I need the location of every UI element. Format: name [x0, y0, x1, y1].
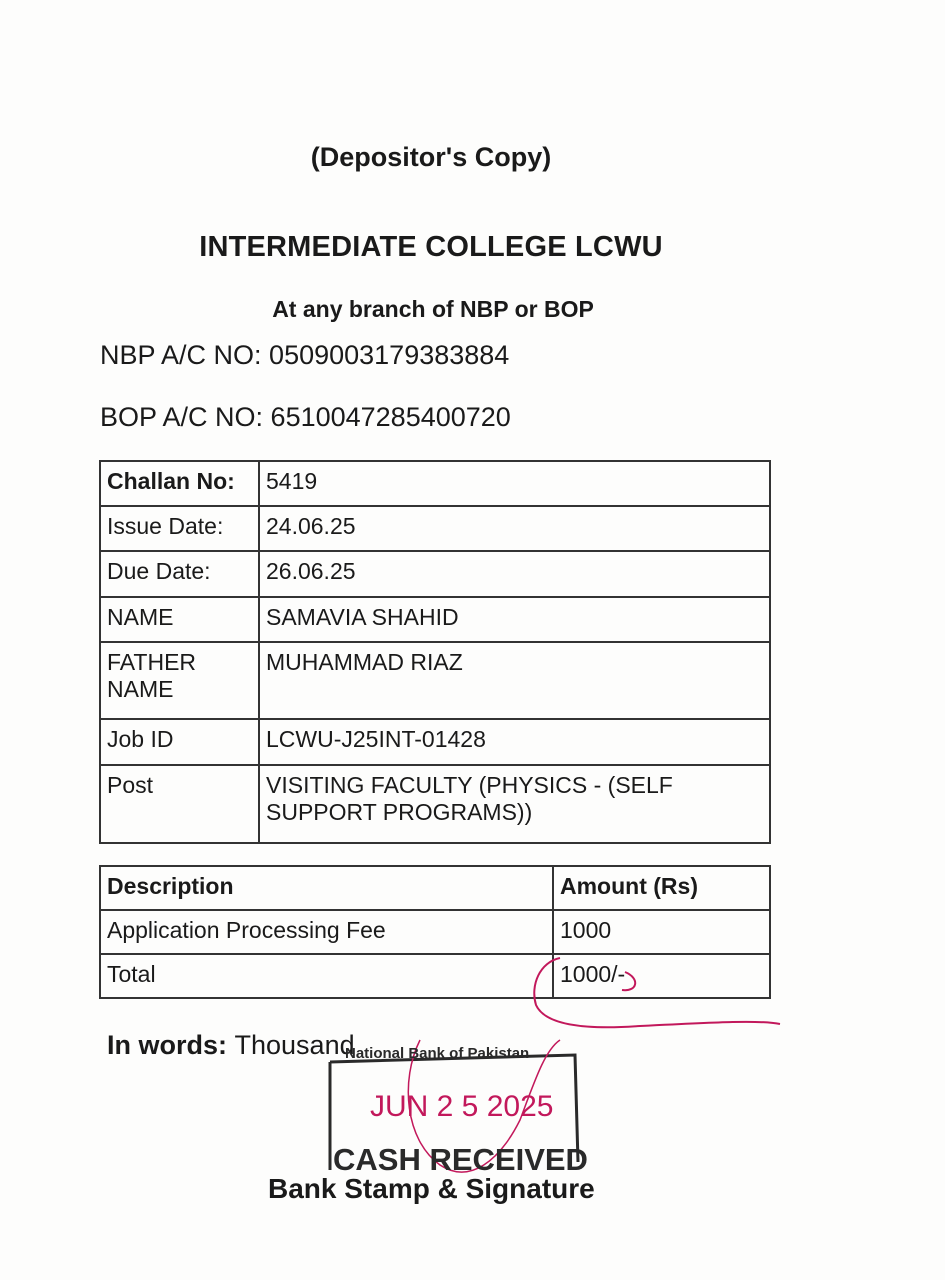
table-row: [100, 954, 770, 998]
total-amount: 1000/-: [553, 954, 770, 998]
nbp-account-number: NBP A/C NO: 0509003179383884: [100, 340, 510, 370]
total-label: Total: [100, 954, 553, 998]
job-id-value: LCWU-J25INT-01428: [259, 719, 770, 765]
stamp-bank-line: National Bank of Pakistan: [345, 1045, 530, 1062]
table-row: [100, 866, 770, 910]
challan-no-label: Challan No:: [100, 461, 259, 506]
name-value: SAMAVIA SHAHID: [259, 597, 770, 642]
challan-details-table: [99, 460, 771, 844]
table-row: [100, 597, 770, 642]
fee-item-amount: 1000: [553, 910, 770, 954]
issue-date-label: Issue Date:: [100, 506, 259, 551]
name-label: NAME: [100, 597, 259, 642]
in-words-label: In words:: [107, 1030, 227, 1060]
stamp-status: CASH RECEIVED: [333, 1142, 588, 1177]
post-label: Post: [100, 765, 259, 843]
pen-signature: [408, 1040, 560, 1172]
table-row: [100, 642, 770, 719]
amount-header: Amount (Rs): [553, 866, 770, 910]
table-row: [100, 551, 770, 597]
job-id-label: Job ID: [100, 719, 259, 765]
table-row: [100, 461, 770, 506]
father-name-label: FATHER NAME: [100, 642, 259, 719]
stamp-border: [330, 1055, 578, 1170]
copy-label: (Depositor's Copy): [310, 142, 552, 172]
table-row: [100, 765, 770, 843]
bop-account-number: BOP A/C NO: 6510047285400720: [100, 402, 511, 432]
due-date-label: Due Date:: [100, 551, 259, 597]
fee-table: [99, 865, 771, 999]
amount-in-words: [107, 1030, 355, 1061]
due-date-value: 26.06.25: [259, 551, 770, 597]
table-row: [100, 910, 770, 954]
issue-date-value: 24.06.25: [259, 506, 770, 551]
in-words-value: Thousand: [234, 1030, 355, 1060]
table-row: [100, 506, 770, 551]
post-value: VISITING FACULTY (PHYSICS - (SELF SUPPORT PROGRAMS)): [259, 765, 770, 843]
branch-note: At any branch of NBP or BOP: [272, 296, 594, 322]
stamp-date: JUN 2 5 2025: [370, 1090, 554, 1123]
college-name: INTERMEDIATE COLLEGE LCWU: [199, 231, 663, 263]
fee-item-label: Application Processing Fee: [100, 910, 553, 954]
challan-no-value: 5419: [259, 461, 770, 506]
bank-stamp-signature-label: Bank Stamp & Signature: [268, 1173, 595, 1204]
table-row: [100, 719, 770, 765]
father-name-value: MUHAMMAD RIAZ: [259, 642, 770, 719]
description-header: Description: [100, 866, 553, 910]
